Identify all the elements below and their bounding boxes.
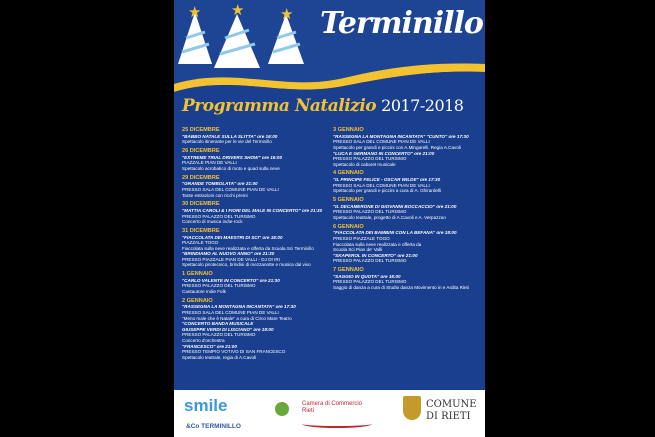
- event-detail: PRESSO SALA DEL COMUNE PIAN DE VALLI: [333, 182, 430, 188]
- event-block: [333, 224, 481, 264]
- event-block: [182, 148, 330, 172]
- event-detail: PRESSO TEMPIO VOTIVO DI SAN FRANCESCO: [182, 349, 286, 355]
- crest-icon: [403, 396, 421, 420]
- smile-logo-subtitle: &Co TERMINILLO: [186, 423, 241, 430]
- camera-commercio-city: Rieti: [302, 408, 315, 414]
- event-detail: PRESSO SALA DEL COMUNE PIAN DE VALLI: [333, 139, 430, 145]
- event-detail: Concerto di musica indie-rock: [182, 219, 243, 225]
- event-date: 2 GENNAIO: [182, 297, 213, 304]
- star-icon: ★: [231, 2, 245, 19]
- event-title: "BRINDIAMO AL NUOVO ANNO" ore 21:30: [182, 251, 275, 257]
- event-detail: PRESSO PIAZZALE PIAN DE VALLI - DJ DI IRI: [182, 256, 280, 262]
- event-date: 25 DICEMBRE: [182, 127, 220, 133]
- event-detail: Cantautore Indie Folk: [182, 289, 226, 295]
- event-title: "LUCA E GERMANO IN CONCERTO" ore 21:00: [333, 150, 435, 156]
- event-title: "MATTIA CAROLI & I FIORI DEL MALE IN CONCERTO" ore 21:30: [182, 207, 323, 213]
- event-detail: Fiaccolata sulla neve realizzata e offerta da Scuola Sci Terminillo: [182, 245, 314, 251]
- camera-commercio-logo: [302, 401, 362, 415]
- event-detail: PRESSO SALA DEL COMUNE PIAN DE VALLI: [182, 186, 279, 192]
- event-date: 7 GENNAIO: [333, 266, 364, 273]
- event-block: [182, 175, 330, 199]
- event-detail: Concerto d'orchestra: [182, 338, 225, 344]
- event-date: 4 GENNAIO: [333, 170, 364, 177]
- event-detail: PRESSO PALAZZO DEL TURISMO: [182, 213, 256, 219]
- event-detail: Spettacolo di cabaret musicale: [333, 161, 396, 167]
- event-detail: PRESSO PALAZZO DEL TURISMO: [333, 209, 407, 215]
- event-title: "SAGGIO IN QUOTA" ore 16:00: [333, 273, 401, 279]
- event-title: "BABBO NATALE SULLA SLITTA" ore 16:00: [182, 133, 278, 139]
- event-detail: PRESSO SALA DEL COMUNE PIAN DE VALLI: [182, 310, 279, 316]
- star-icon: ★: [280, 6, 294, 23]
- event-block: [333, 267, 481, 291]
- smile-logo: smile: [184, 396, 228, 415]
- event-detail: "Meno male che è Natale" a cura di Circo Mare Teatro: [182, 315, 292, 321]
- event-title: "IL DECAMERONE DI GIOVANNI BOCCACCIO" ore 21:00: [333, 203, 457, 209]
- event-date: 6 GENNAIO: [333, 223, 364, 230]
- events-column-right: [333, 127, 481, 293]
- program-title: [182, 96, 463, 116]
- event-title: GIUSEPPE VERDI DI LISCIANO" ore 18:00: [182, 326, 274, 332]
- event-date: 31 DICEMBRE: [182, 227, 220, 234]
- event-title: "IL PRINCIPE FELICE - OSCAR WILDE" ore 17:30: [333, 177, 441, 183]
- event-detail: Spettacolo teatrale, regia di A.Cavoli: [182, 354, 257, 360]
- event-date: 26 DICEMBRE: [182, 147, 220, 154]
- events-column-left: [182, 127, 330, 363]
- event-title: "CONCERTO BANDA MUSICALE: [182, 321, 254, 327]
- star-icon: ★: [188, 4, 202, 21]
- event-detail: Spettacolo teatrale, progetto di A.Cavoli e A. Verpazzan: [333, 214, 446, 220]
- program-title-text: Programma Natalizio: [182, 96, 377, 116]
- event-block: [182, 271, 330, 295]
- event-detail: Tante estrazioni con ricchi premi: [182, 192, 248, 198]
- emblem-icon: [275, 402, 289, 416]
- event-block: [182, 298, 330, 361]
- event-date: 29 DICEMBRE: [182, 174, 220, 181]
- wave-decoration: [174, 58, 485, 94]
- event-block: [182, 228, 330, 268]
- event-detail: Spettacolo per grandi e piccini a cura di A. Ghirardelli: [333, 188, 442, 194]
- event-block: [182, 127, 330, 145]
- event-title: "FRANCESCO" ore 21:00: [182, 343, 237, 349]
- event-title: "GRANDE TOMBOLATA" ore 21:00: [182, 181, 258, 187]
- event-detail: PRESSO PALAZZO DEL TURISMO: [333, 156, 407, 162]
- event-detail: PRESSO PALAZZO DEL TURISMO: [182, 283, 256, 289]
- event-title: "RASSEGNA LA MONTAGNA INCANTATA" ore 17:30: [182, 304, 296, 310]
- event-detail: Scuola Sci Pian de' Valli: [333, 247, 383, 253]
- poster: [174, 0, 485, 437]
- event-title: "FIACCOLATA DEI BAMBINI CON LA BEFANA" ore 18:00: [333, 230, 457, 236]
- camera-swoosh-icon: [302, 420, 372, 428]
- event-date: 30 DICEMBRE: [182, 201, 220, 208]
- event-block: [182, 201, 330, 225]
- event-detail: Spettacolo pirotecnico, brindisi di mezzanotte e musica dal vivo: [182, 262, 311, 268]
- event-block: [333, 197, 481, 221]
- event-detail: Spettacolo acrobatico di moto e quad sulla neve: [182, 165, 280, 171]
- comune-line1: COMUNE: [426, 399, 477, 410]
- event-title: "EXTREME TRIAL DRIVERS SHOW" ore 16:00: [182, 154, 282, 160]
- event-title: "FIACCOLATA DEI MAESTRI DI SCI" ore 18:00: [182, 234, 283, 240]
- event-detail: PRESSO PIAZZALE TOGO: [333, 235, 390, 241]
- program-years: 2017-2018: [381, 96, 464, 115]
- event-detail: PIAZZALE PIAN DE VALLI: [182, 160, 237, 166]
- sponsor-footer: [174, 390, 485, 437]
- event-block: [333, 127, 481, 167]
- event-title: "CARLO VALENTE IN CONCERTO" ore 21:30: [182, 277, 280, 283]
- poster-title: Terminillo: [320, 6, 483, 41]
- event-date: 5 GENNAIO: [333, 196, 364, 203]
- comune-logo: [426, 399, 477, 423]
- event-detail: PRESSO PALAZZO DEL TURISMO: [182, 332, 256, 338]
- comune-line2: DI RIETI: [426, 411, 471, 422]
- event-block: [333, 170, 481, 194]
- event-detail: Spettacolo per grandi e piccini con A.Mingarelli. Regia A.Cavoli: [333, 144, 461, 150]
- poster-header: [174, 0, 485, 92]
- event-detail: Spettacolo itinerante per le vie del Terminillo: [182, 139, 272, 145]
- event-detail: Fiaccolata sulla neve realizzata e offerta da: [333, 241, 422, 247]
- event-date: 1 GENNAIO: [182, 271, 213, 278]
- event-detail: PRESSO PALAZZO DEL TURISMO: [333, 258, 407, 264]
- event-detail: Saggio di danza a cura di Studio danza Movimento in e Ardita Rieti: [333, 284, 469, 290]
- event-date: 3 GENNAIO: [333, 127, 364, 133]
- event-title: "RASSEGNA LA MONTAGNA INCANTATA" "CUNTO" ore 17:30: [333, 133, 469, 139]
- event-title: "SKAPEROL IN CONCERTO" ore 21:00: [333, 252, 418, 258]
- event-detail: PIAZZALE TOGO: [182, 240, 219, 246]
- camera-commercio-name: Camera di Commercio: [302, 401, 363, 407]
- event-detail: PRESSO PALAZZO DEL TURISMO: [333, 279, 407, 285]
